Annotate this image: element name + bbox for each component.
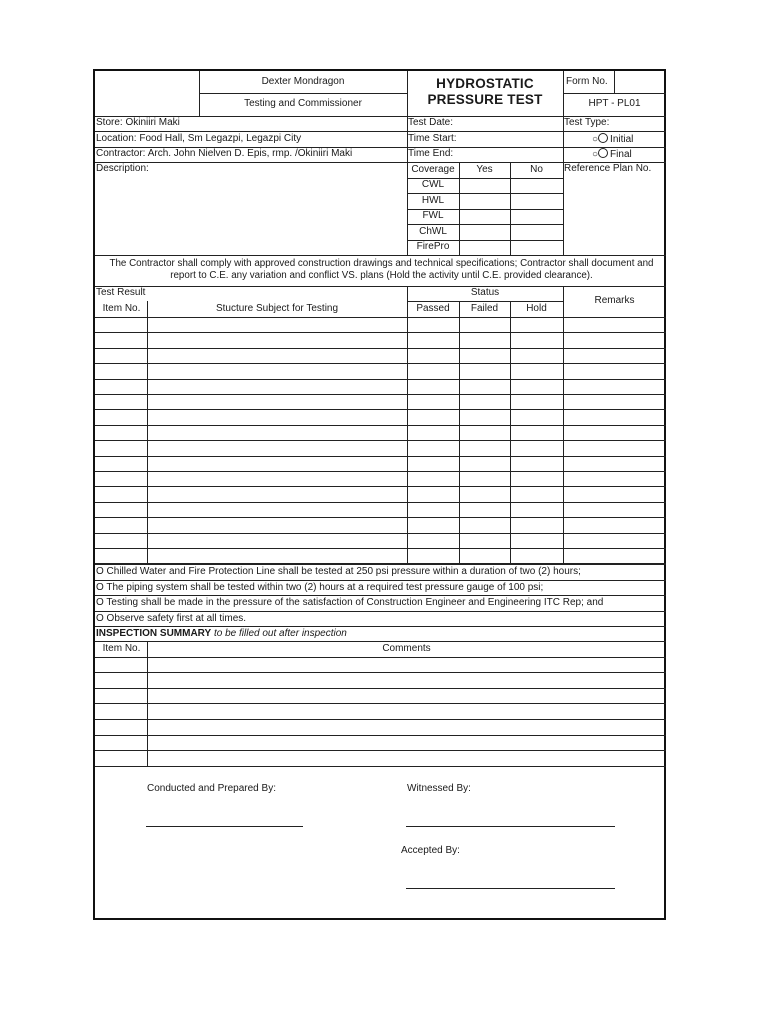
test-type-label: Test Type:: [564, 117, 610, 128]
grid-line-h: [95, 533, 666, 534]
grid-line-h: [95, 348, 666, 349]
accepted-signature-line[interactable]: [406, 888, 615, 889]
grid-line-h: [95, 672, 666, 673]
grid-line-v: [510, 301, 511, 564]
inspector-name: Dexter Mondragon: [261, 76, 345, 87]
item-no-header: Item No.: [102, 303, 141, 314]
grid-line-h: [95, 471, 666, 472]
coverage-yes-header: Yes: [476, 164, 493, 175]
grid-line-h: [199, 116, 407, 117]
grid-line-h: [563, 317, 666, 318]
time-end-label: Time End:: [408, 148, 454, 159]
grid-line-h: [95, 719, 666, 720]
grid-line-v: [614, 71, 615, 93]
grid-line-v: [510, 162, 511, 255]
grid-line-h: [95, 766, 666, 767]
grid-line-v: [407, 71, 408, 255]
comments-header: Comments: [382, 643, 431, 654]
contractor-field: Contractor: Arch. John Nielven D. Epis, rmp. /Okiniiri Maki: [96, 148, 353, 159]
grid-line-h: [95, 332, 666, 333]
radio-prefix-glyph: ○: [592, 149, 599, 160]
grid-line-h: [95, 641, 666, 642]
condition-item: O Testing shall be made in the pressure of the satisfaction of Construction Engineer and Engineering ITC Rep; and: [96, 597, 604, 608]
grid-line-h: [95, 379, 666, 380]
radio-circle-icon: [598, 148, 608, 158]
grid-line-h: [95, 162, 666, 163]
grid-line-h: [95, 255, 666, 256]
structure-header: Stucture Subject for Testing: [215, 303, 339, 314]
grid-line-h: [95, 286, 666, 287]
grid-line-h: [407, 193, 563, 194]
radio-circle-icon: [598, 133, 608, 143]
inspector-role: Testing and Commissioner: [244, 98, 362, 109]
passed-header: Passed: [416, 303, 450, 314]
grid-line-h: [95, 564, 666, 565]
grid-line-h: [95, 409, 666, 410]
grid-line-h: [95, 595, 666, 596]
grid-line-h: [95, 750, 666, 751]
inspection-summary-title: INSPECTION SUMMARY: [96, 628, 212, 639]
coverage-item: FirePro: [416, 241, 450, 252]
status-header: Status: [470, 287, 500, 298]
witnessed-by-label: Witnessed By:: [407, 783, 471, 794]
grid-line-v: [563, 71, 564, 255]
grid-line-h: [95, 456, 666, 457]
grid-line-v: [147, 301, 148, 564]
grid-line-h: [95, 611, 666, 612]
test-result-label: Test Result: [96, 287, 146, 298]
grid-line-h: [95, 657, 666, 658]
grid-line-h: [95, 502, 666, 503]
remarks-header: Remarks: [594, 295, 635, 306]
grid-line-v: [459, 162, 460, 255]
grid-line-h: [95, 517, 666, 518]
grid-line-h: [199, 93, 407, 94]
grid-line-h: [95, 548, 666, 549]
hydrostatic-test-form: [93, 69, 666, 920]
grid-line-h: [95, 688, 666, 689]
grid-line-h: [95, 363, 666, 364]
grid-line-h: [95, 440, 666, 441]
conducted-by-label: Conducted and Prepared By:: [147, 783, 276, 794]
grid-line-h: [563, 116, 666, 117]
grid-line-h: [95, 147, 666, 148]
form-title-line2: PRESSURE TEST: [427, 92, 543, 107]
test-date-label: Test Date:: [408, 117, 454, 128]
grid-line-h: [95, 486, 666, 487]
grid-line-h: [407, 224, 563, 225]
form-no-value: HPT - PL01: [588, 98, 641, 109]
coverage-no-header: No: [530, 164, 543, 175]
coverage-item: FWL: [422, 210, 444, 221]
condition-item: O The piping system shall be tested within two (2) hours at a required test pressure gauge of 100 psi;: [96, 582, 544, 593]
compliance-note: The Contractor shall comply with approved construction drawings and technical specifications; Contractor shall document and report to C.E. any variation and conflict VS. plans (Hold the activity until C.E. provided clearance).: [109, 258, 654, 281]
inspection-summary-heading: [96, 628, 347, 640]
store-field: Store: Okiniiri Maki: [96, 117, 180, 128]
grid-line-h: [95, 425, 666, 426]
form-title-line1: HYDROSTATIC: [436, 76, 534, 91]
form-no-label: Form No.: [566, 76, 608, 87]
grid-line-h: [95, 394, 666, 395]
grid-line-h: [407, 240, 563, 241]
grid-line-v: [459, 301, 460, 564]
grid-line-h: [95, 116, 199, 117]
coverage-item: CWL: [421, 179, 445, 190]
witnessed-signature-line[interactable]: [406, 826, 615, 827]
grid-line-h: [407, 209, 563, 210]
coverage-header: Coverage: [411, 164, 455, 175]
grid-line-h: [95, 703, 666, 704]
condition-item: O Observe safety first at all times.: [96, 613, 247, 624]
hold-header: Hold: [526, 303, 547, 314]
radio-prefix-glyph: ○: [592, 134, 599, 145]
type-initial-label: Initial: [610, 134, 634, 145]
location-field: Location: Food Hall, Sm Legazpi, Legazpi City: [96, 133, 302, 144]
grid-line-h: [95, 735, 666, 736]
conducted-signature-line[interactable]: [146, 826, 303, 827]
coverage-item: ChWL: [419, 226, 447, 237]
grid-line-h: [95, 580, 666, 581]
coverage-item: HWL: [421, 195, 445, 206]
accepted-by-label: Accepted By:: [401, 845, 460, 856]
failed-header: Failed: [470, 303, 499, 314]
inspection-item-no-header: Item No.: [102, 643, 141, 654]
condition-item: O Chilled Water and Fire Protection Line shall be tested at 250 psi pressure within a duration of two (2) hours;: [96, 566, 581, 577]
description-label: Description:: [96, 163, 149, 174]
reference-plan-label: Reference Plan No.: [564, 163, 652, 174]
grid-line-h: [563, 93, 666, 94]
grid-line-h: [95, 131, 666, 132]
grid-line-h: [95, 626, 666, 627]
inspection-summary-subtitle: to be filled out after inspection: [213, 628, 347, 639]
type-final-option[interactable]: [592, 148, 632, 161]
grid-line-h: [407, 301, 563, 302]
time-start-label: Time Start:: [408, 133, 457, 144]
type-initial-option[interactable]: [592, 133, 633, 146]
type-final-label: Final: [610, 149, 632, 160]
grid-line-h: [407, 116, 563, 117]
grid-line-h: [407, 178, 563, 179]
grid-line-h: [95, 317, 563, 318]
